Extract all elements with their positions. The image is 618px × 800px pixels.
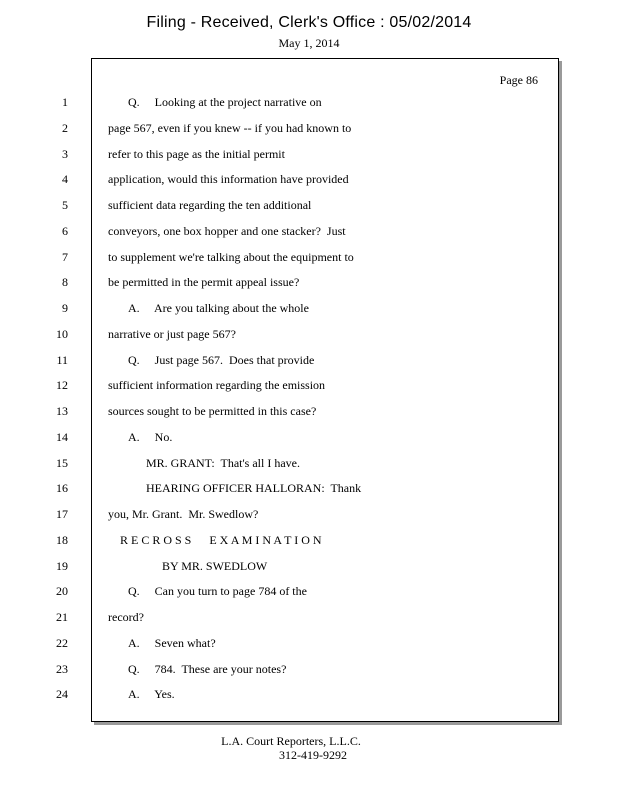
transcript-line: sources sought to be permitted in this case? xyxy=(108,404,317,418)
transcript-line: Q. Looking at the project narrative on xyxy=(128,95,322,109)
transcript-line: page 567, even if you knew -- if you had known to xyxy=(108,120,352,135)
transcript-line: Q. Just page 567. Does that provide xyxy=(128,352,315,367)
transcript-line: narrative or just page 567? xyxy=(108,326,236,341)
line-number: 2 xyxy=(62,120,68,135)
line-number: 14 xyxy=(56,429,68,444)
line-number: 9 xyxy=(62,301,68,315)
line-number: 17 xyxy=(56,507,68,521)
line-number: 1 xyxy=(62,95,68,109)
line-number: 15 xyxy=(56,455,68,470)
line-number: 7 xyxy=(62,249,68,264)
transcript-line: application, would this information have provided xyxy=(108,172,349,187)
court-reporter-phone: 312-419-9292 xyxy=(279,748,347,762)
transcript-line: BY MR. SWEDLOW xyxy=(162,558,268,573)
page-number: Page 86 xyxy=(499,73,538,87)
line-number: 4 xyxy=(62,172,68,187)
transcript-line: sufficient data regarding the ten additional xyxy=(108,198,312,212)
transcript-line: to supplement we're talking about the equipment to xyxy=(108,249,354,264)
filing-stamp: Filing - Received, Clerk's Office : 05/02/2014 xyxy=(146,14,472,31)
line-number: 3 xyxy=(62,146,68,161)
transcript-line: conveyors, one box hopper and one stacker? Just xyxy=(108,223,346,238)
transcript-line: you, Mr. Grant. Mr. Swedlow? xyxy=(108,507,259,521)
line-number: 20 xyxy=(56,584,68,599)
line-number: 18 xyxy=(56,532,68,547)
transcript-line: A. Yes. xyxy=(128,687,175,702)
transcript-line: Q. Can you turn to page 784 of the xyxy=(128,584,307,599)
line-number: 10 xyxy=(56,326,68,341)
line-number: 12 xyxy=(56,378,68,393)
line-number: 8 xyxy=(62,275,68,290)
hearing-date: May 1, 2014 xyxy=(278,36,340,50)
transcript-line: be permitted in the permit appeal issue? xyxy=(108,275,300,290)
line-number: 5 xyxy=(62,198,68,212)
line-number: 6 xyxy=(62,223,68,238)
transcript-line: sufficient information regarding the emission xyxy=(108,378,326,393)
line-number: 21 xyxy=(56,610,68,624)
line-number: 22 xyxy=(56,635,68,650)
transcript-line: MR. GRANT: That's all I have. xyxy=(146,455,300,470)
line-number: 13 xyxy=(56,404,68,418)
transcript-line: A. Seven what? xyxy=(128,635,216,650)
transcript-line: record? xyxy=(108,610,144,624)
transcript-page xyxy=(56,58,559,722)
transcript-line: A. Are you talking about the whole xyxy=(128,301,309,315)
line-number: 19 xyxy=(56,558,68,573)
line-number: 24 xyxy=(56,687,68,702)
transcript-line: Q. 784. These are your notes? xyxy=(128,661,287,676)
line-number: 16 xyxy=(56,481,68,496)
court-reporter-company: L.A. Court Reporters, L.L.C. xyxy=(221,734,361,748)
line-number: 11 xyxy=(56,352,68,367)
line-number: 23 xyxy=(56,661,68,676)
transcript-line: R E C R O S S E X A M I N A T I O N xyxy=(120,532,322,547)
transcript-line: refer to this page as the initial permit xyxy=(108,146,285,161)
transcript-line: A. No. xyxy=(128,429,173,444)
transcript-line: HEARING OFFICER HALLORAN: Thank xyxy=(146,481,362,496)
